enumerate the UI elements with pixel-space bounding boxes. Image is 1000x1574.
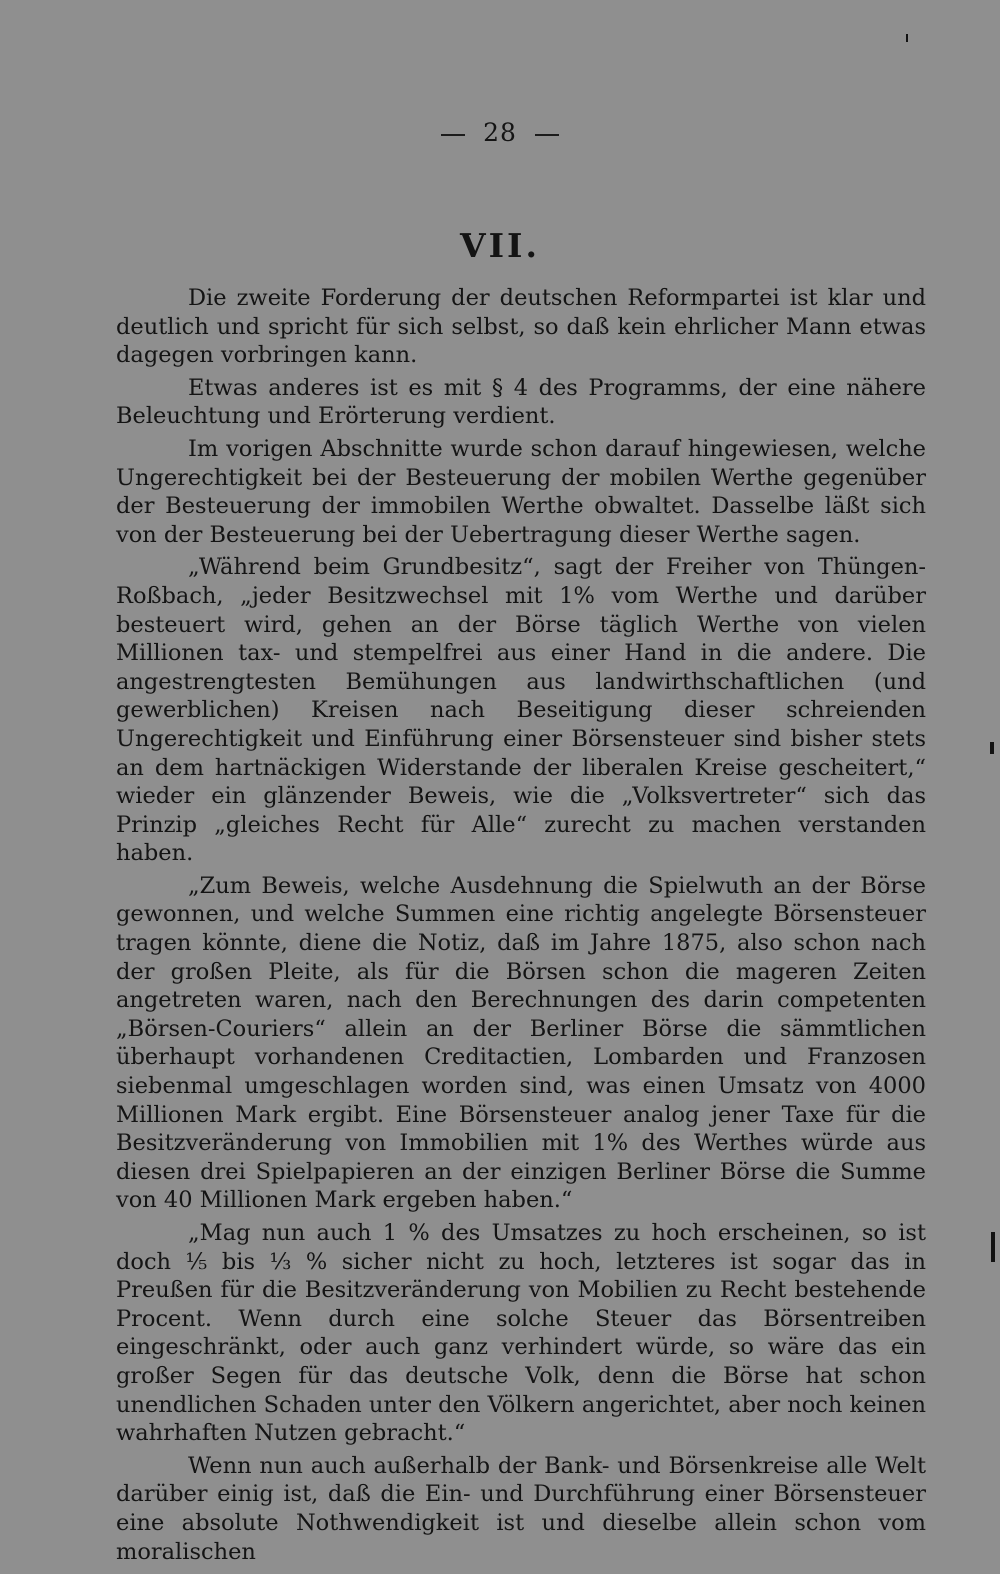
paragraph: Im vorigen Abschnitte wurde schon darauf hingewiesen, welche Ungerechtigkeit bei der Besteuerung der mobilen Werthe gegenüber der Besteuerung der immobilen Werthe obwaltet. Dasselbe läßt sich von der Besteuerung bei der Uebertragung dieser Werthe sagen. <box>116 435 926 548</box>
scan-edge-mark <box>991 1232 995 1262</box>
paragraph: „Mag nun auch 1 % des Umsatzes zu hoch erscheinen, so ist doch ⅕ bis ⅓ % sicher nicht zu hoch, letzteres ist sogar das in Preußen für die Besitzveränderung von Mobilien zu Recht bestehende Procent. Wenn durch eine solche Steuer das Börsentreiben eingeschränkt, oder auch ganz verhindert würde, so wäre das ein großer Segen für das deutsche Volk, denn die Börse hat schon unendlichen Schaden unter den Völkern angerichtet, aber noch keinen wahrhaften Nutzen gebracht.“ <box>116 1220 926 1447</box>
body-text <box>116 284 926 1568</box>
paragraph: Wenn nun auch außerhalb der Bank- und Börsenkreise alle Welt darüber einig ist, daß die Ein- und Durchführung einer Börsensteuer eine absolute Nothwendigkeit ist und dieselbe allein schon vom moralischen <box>116 1452 926 1565</box>
chapter-heading: VII. <box>460 226 540 265</box>
scan-edge-mark <box>906 34 908 42</box>
page-number <box>0 118 1000 147</box>
page-number-dash-left <box>441 134 465 136</box>
scan-edge-mark <box>990 742 994 754</box>
page-number-value: 28 <box>483 118 517 147</box>
paragraph: Die zweite Forderung der deutschen Reformpartei ist klar und deutlich und spricht für sich selbst, so daß kein ehrlicher Mann etwas dagegen vorbringen kann. <box>116 285 926 369</box>
page-number-dash-right <box>535 134 559 136</box>
paragraph: „Zum Beweis, welche Ausdehnung die Spielwuth an der Börse gewonnen, und welche Summen eine richtig angelegte Börsensteuer tragen könnte, diene die Notiz, daß im Jahre 1875, also schon nach der großen Pleite, als für die Börsen schon die mageren Zeiten angetreten waren, nach den Berechnungen des darin competenten „Börsen-Couriers“ allein an der Berliner Börse die sämmtlichen überhaupt vorhandenen Creditactien, Lombarden und Franzosen siebenmal umgeschlagen worden sind, was einen Umsatz von 4000 Millionen Mark ergibt. Eine Börsensteuer analog jener Taxe für die Besitzveränderung von Immobilien mit 1% des Werthes würde aus diesen drei Spielpapieren an der einzigen Berliner Börse die Summe von 40 Millionen Mark ergeben haben.“ <box>116 872 926 1214</box>
paragraph: Etwas anderes ist es mit § 4 des Programms, der eine nähere Beleuchtung und Erörterung verdient. <box>116 374 926 430</box>
paragraph: „Während beim Grundbesitz“, sagt der Freiher von Thüngen-Roßbach, „jeder Besitzwechsel mit 1% vom Werthe und darüber besteuert wird, gehen an der Börse täglich Werthe von vielen Millionen tax- und stempelfrei aus einer Hand in die andere. Die angestrengtesten Bemühungen aus landwirthschaftlichen (und gewerblichen) Kreisen nach Beseitigung dieser schreienden Ungerechtigkeit und Einführung einer Börsensteuer sind bisher stets an dem hartnäckigen Widerstande der liberalen Kreise gescheitert,“ wieder ein glänzender Beweis, wie die „Volksvertreter“ sich das Prinzip „gleiches Recht für Alle“ zurecht zu machen verstanden haben. <box>116 554 926 867</box>
